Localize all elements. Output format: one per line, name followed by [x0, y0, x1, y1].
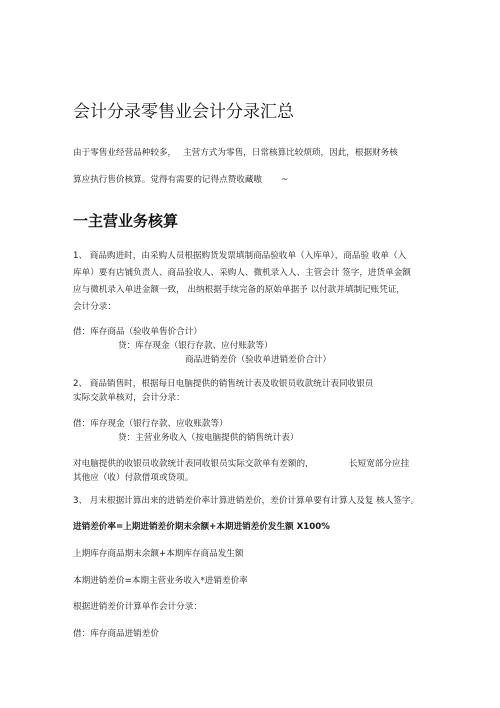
section-heading: 一主营业务核算: [73, 212, 179, 230]
para1-line-4: 会计分录：: [73, 302, 116, 312]
entry1-debit: 借：库存商品（验收单售价合计）: [73, 327, 202, 337]
para1-line-3: 应与微机录入单进金额一致， 出纳根据手续完备的原始单据予 以付款并填制记账凭证，: [73, 285, 406, 295]
entry2-debit: 借：库存现金（银行存款、应收账款等）: [73, 419, 228, 429]
formula-2: 上期库存商品期末余额+本期库存商品发生额: [73, 549, 244, 559]
formula-3: 本期进销差价=本期主营业务收入*进销差价率: [73, 576, 248, 586]
intro-line-1a: 由于零售业经营品种较多，: [73, 148, 177, 158]
intro-line-1b: 主营方式为零售，日常核算比较烦琐，因此，根据财务核: [183, 148, 398, 158]
para2b-line-1b: 长短宽部分应挂: [349, 459, 410, 469]
document-title: 会计分录零售业会计分录汇总: [73, 102, 294, 122]
para2b-line-1a: 对电脑提供的收银员收款统计表同收银员实际交款单有差额的，: [73, 459, 314, 469]
para2b-line-2: 其他应（收）付款借项或贷项。: [73, 473, 194, 483]
entry2-credit: 贷：主营业务收入（按电脑提供的销售统计表）: [118, 433, 299, 443]
para3: 3、 月末根据计算出来的进销差价率计算进销差价，差价计算单要有计算人及复 核人签字。: [73, 496, 420, 506]
para2-line-2: 实际交款单核对，会计分录：: [73, 393, 185, 403]
intro-line-2b: ~: [281, 175, 289, 185]
para1-line-2: 库单）要有店铺负责人、商品验收人、采购人、微机录入人、主管会计 签字，进货单金额: [73, 268, 411, 278]
entry3-debit: 借：库存商品进销差价: [73, 629, 159, 639]
entry1-credit-1: 贷：库存现金（银行存款、应付账款等）: [118, 341, 273, 351]
para4: 根据进销差价计算单作会计分录：: [73, 602, 202, 612]
formula-1: 进销差价率=上期进销差价期末余额+本期进销差价发生额 X100%: [73, 522, 330, 532]
intro-line-2a: 算应执行售价核算。觉得有需要的记得点赞收藏嗷: [73, 175, 263, 185]
entry1-credit-2: 商品进销差价（验收单进销差价合计）: [185, 355, 332, 365]
para2-line-1: 2、 商品销售时，根据每日电脑提供的销售统计表及收银员收款统计表同收银员: [73, 379, 374, 389]
para1-line-1: 1、 商品购进时，由采购人员根据购货发票填制商品验收单（入库单），商品验 收单（入: [73, 251, 407, 261]
